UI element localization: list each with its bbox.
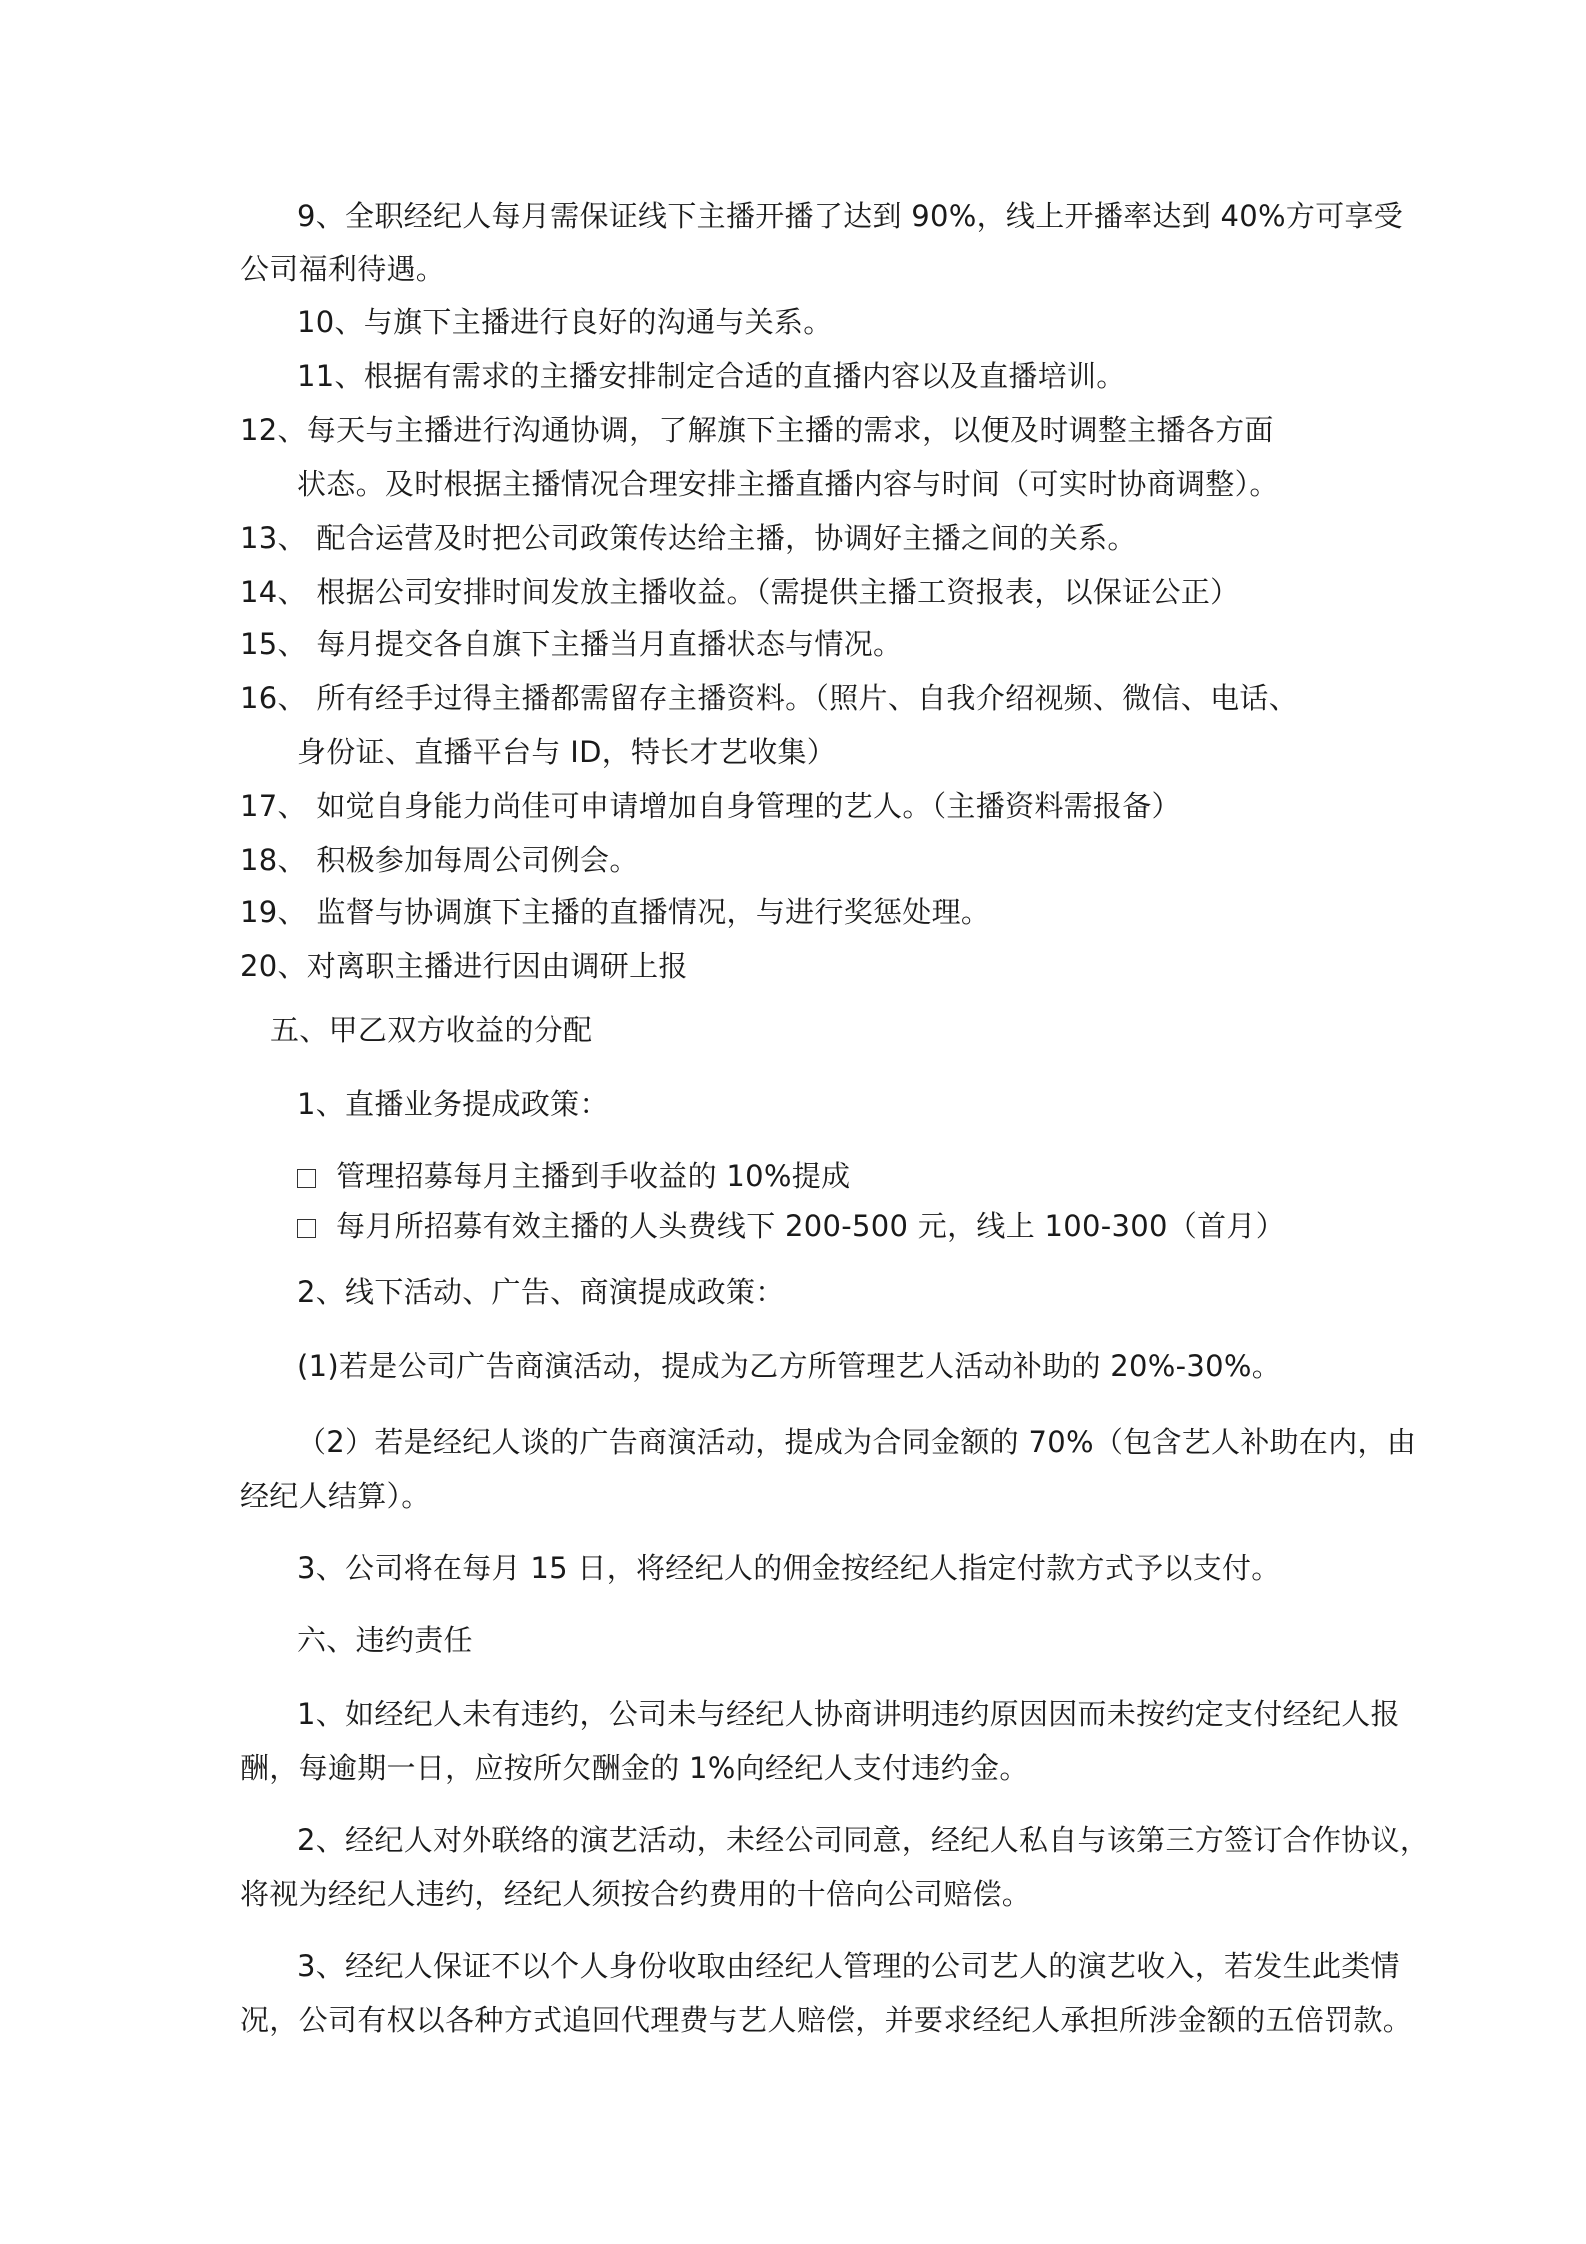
section-5-p2-a: (1)若是公司广告商演活动，提成为乙方所管理艺人活动补助的 20%-30%。: [297, 1349, 1282, 1383]
section-6-p1-line-1: 1、如经纪人未有违约，公司未与经纪人协商讲明违约原因因而未按约定支付经纪人报: [297, 1697, 1400, 1731]
item-15: 15、 每月提交各自旗下主播当月直播状态与情况。: [240, 627, 903, 661]
item-16-line-1: 16、 所有经手过得主播都需留存主播资料。（照片、自我介绍视频、微信、电话、: [240, 681, 1299, 715]
section-6-p3-line-2: 况，公司有权以各种方式追回代理费与艺人赔偿，并要求经纪人承担所涉金额的五倍罚款。: [240, 2003, 1413, 2037]
bullet-1-text: 管理招募每月主播到手收益的 10%提成: [336, 1159, 851, 1193]
section-5-p2-title: 2、线下活动、广告、商演提成政策：: [297, 1275, 785, 1309]
section-5-p2-b-line-1: （2）若是经纪人谈的广告商演活动，提成为合同金额的 70%（包含艺人补助在内，由: [297, 1425, 1417, 1459]
item-13: 13、 配合运营及时把公司政策传达给主播，协调好主播之间的关系。: [240, 521, 1137, 555]
item-18: 18、 积极参加每周公司例会。: [240, 843, 639, 877]
item-12-line-2: 状态。及时根据主播情况合理安排主播直播内容与时间（可实时协商调整）。: [297, 467, 1279, 501]
section-6-p2-line-1: 2、经纪人对外联络的演艺活动，未经公司同意，经纪人私自与该第三方签订合作协议，: [297, 1823, 1430, 1857]
section-5-heading: 五、甲乙双方收益的分配: [270, 1013, 593, 1047]
section-6-p1-line-2: 酬，每逾期一日，应按所欠酬金的 1%向经纪人支付违约金。: [240, 1751, 1029, 1785]
item-9-line-2: 公司福利待遇。: [240, 252, 446, 286]
item-16-line-2: 身份证、直播平台与 ID，特长才艺收集）: [297, 735, 837, 769]
bullet-2-text: 每月所招募有效主播的人头费线下 200-500 元，线上 100-300（首月）: [336, 1209, 1285, 1243]
item-20: 20、对离职主播进行因由调研上报: [240, 949, 688, 983]
item-14: 14、 根据公司安排时间发放主播收益。（需提供主播工资报表，以保证公正）: [240, 575, 1240, 609]
checkbox-icon: [297, 1169, 316, 1188]
section-6-p3-line-1: 3、经纪人保证不以个人身份收取由经纪人管理的公司艺人的演艺收入，若发生此类情: [297, 1949, 1400, 1983]
checkbox-icon: [297, 1219, 316, 1238]
item-10: 10、与旗下主播进行良好的沟通与关系。: [297, 305, 833, 339]
item-11: 11、根据有需求的主播安排制定合适的直播内容以及直播培训。: [297, 359, 1126, 393]
bullet-item-1: [297, 1156, 850, 1196]
section-5-p1-title: 1、直播业务提成政策：: [297, 1087, 609, 1121]
item-17: 17、 如觉自身能力尚佳可申请增加自身管理的艺人。（主播资料需报备）: [240, 789, 1181, 823]
section-6-p2-line-2: 将视为经纪人违约，经纪人须按合约费用的十倍向公司赔偿。: [240, 1877, 1032, 1911]
item-19: 19、 监督与协调旗下主播的直播情况，与进行奖惩处理。: [240, 895, 991, 929]
section-5-p2-b-line-2: 经纪人结算）。: [240, 1479, 431, 1513]
section-5-p3: 3、公司将在每月 15 日，将经纪人的佣金按经纪人指定付款方式予以支付。: [297, 1551, 1281, 1585]
item-9-line-1: 9、全职经纪人每月需保证线下主播开播了达到 90%，线上开播率达到 40%方可享受: [297, 199, 1404, 233]
section-6-heading: 六、违约责任: [297, 1623, 473, 1657]
item-12-line-1: 12、每天与主播进行沟通协调，了解旗下主播的需求，以便及时调整主播各方面: [240, 413, 1274, 447]
bullet-item-2: [297, 1206, 1285, 1246]
